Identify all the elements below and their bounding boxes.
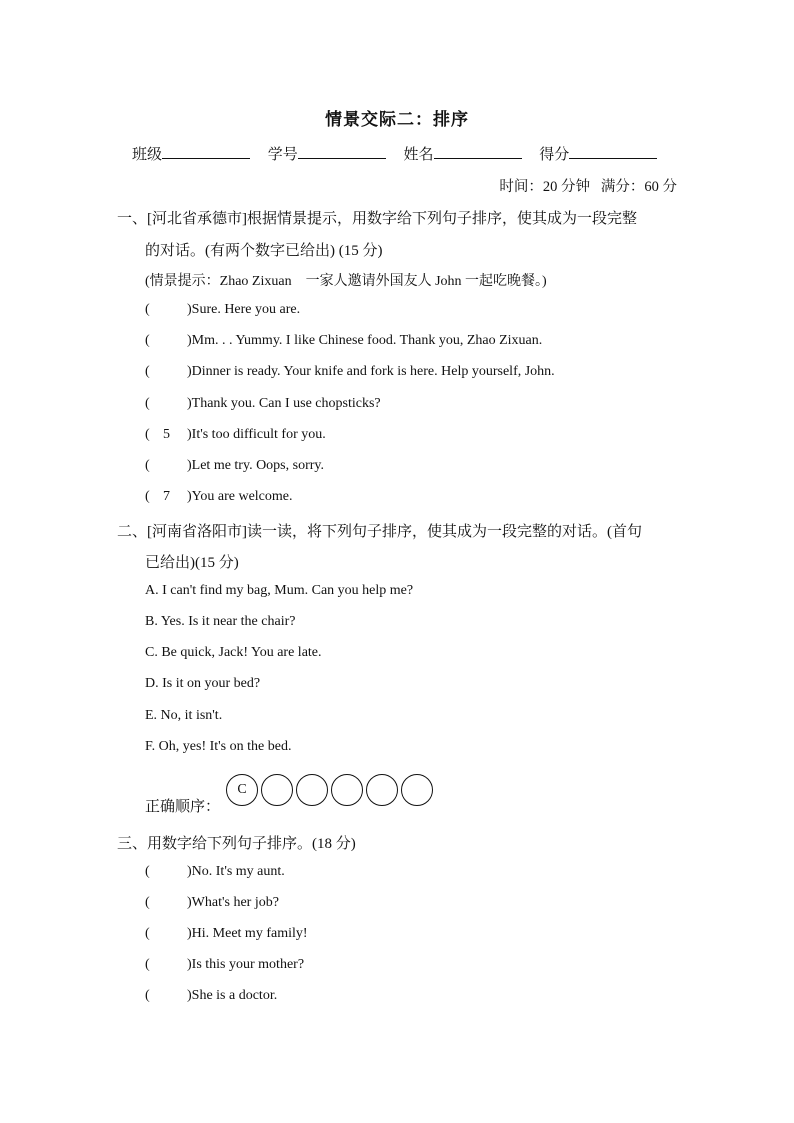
order-circle[interactable] bbox=[331, 774, 363, 806]
list-item: ( )Mm. . . Yummy. I like Chinese food. Thank you, Zhao Zixuan. bbox=[145, 333, 543, 348]
answer-paren[interactable]: ( 7 bbox=[145, 489, 170, 504]
answer-paren[interactable]: ( bbox=[145, 458, 150, 473]
option-b: B. Yes. Is it near the chair? bbox=[145, 614, 296, 629]
student-info-row bbox=[132, 143, 671, 164]
order-circles bbox=[226, 774, 436, 806]
section2-heading-cont: 已给出)(15 分) bbox=[145, 555, 239, 571]
answer-paren[interactable]: ( bbox=[145, 396, 150, 411]
order-label: 正确顺序： bbox=[145, 799, 221, 815]
list-item: ( )What's her job? bbox=[145, 895, 279, 910]
section1-heading-cont: 的对话。(有两个数字已给出) (15 分) bbox=[145, 243, 383, 259]
answer-paren[interactable]: ( bbox=[145, 364, 150, 379]
name-label: 姓名 bbox=[403, 147, 434, 163]
score-blank[interactable] bbox=[569, 144, 657, 159]
answer-paren[interactable]: ( bbox=[145, 864, 150, 879]
list-item: ( 7 )You are welcome. bbox=[145, 489, 293, 504]
name-field bbox=[404, 143, 522, 164]
order-circle[interactable] bbox=[366, 774, 398, 806]
order-circle[interactable] bbox=[261, 774, 293, 806]
list-item: ( )Let me try. Oops, sorry. bbox=[145, 458, 324, 473]
option-d: D. Is it on your bed? bbox=[145, 676, 261, 691]
order-circle[interactable] bbox=[296, 774, 328, 806]
answer-paren[interactable]: ( bbox=[145, 302, 150, 317]
list-item: ( )She is a doctor. bbox=[145, 988, 278, 1003]
id-field bbox=[268, 143, 386, 164]
list-item: ( 5 )It's too difficult for you. bbox=[145, 427, 326, 442]
class-label: 班级 bbox=[132, 147, 163, 163]
option-c: C. Be quick, Jack! You are late. bbox=[145, 645, 322, 660]
order-circle: C bbox=[226, 774, 258, 806]
answer-paren[interactable]: ( bbox=[145, 333, 150, 348]
page-title: 情景交际二：排序 bbox=[325, 110, 469, 129]
answer-paren[interactable]: ( bbox=[145, 988, 150, 1003]
section3-heading: 三、用数字给下列句子排序。(18 分) bbox=[117, 836, 356, 852]
time-limit: 时间：20 分钟 bbox=[499, 179, 590, 195]
list-item: ( )No. It's my aunt. bbox=[145, 864, 285, 879]
section1-heading: 一、[河北省承德市]根据情景提示，用数字给下列句子排序，使其成为一段完整 bbox=[117, 211, 637, 227]
name-blank[interactable] bbox=[434, 144, 522, 159]
option-e: E. No, it isn't. bbox=[145, 708, 223, 723]
list-item: ( )Thank you. Can I use chopsticks? bbox=[145, 396, 381, 411]
answer-paren[interactable]: ( bbox=[145, 926, 150, 941]
id-blank[interactable] bbox=[298, 144, 386, 159]
score-label: 得分 bbox=[539, 147, 570, 163]
class-field bbox=[132, 143, 250, 164]
class-blank[interactable] bbox=[162, 144, 250, 159]
list-item: ( )Hi. Meet my family! bbox=[145, 926, 308, 941]
time-info bbox=[499, 175, 677, 196]
section2-heading: 二、[河南省洛阳市]读一读，将下列句子排序，使其成为一段完整的对话。(首句 bbox=[117, 524, 642, 540]
full-score: 满分：60 分 bbox=[600, 179, 677, 195]
option-f: F. Oh, yes! It's on the bed. bbox=[145, 739, 292, 754]
list-item: ( )Is this your mother? bbox=[145, 957, 305, 972]
section1-hint: (情景提示：Zhao Zixuan 一家人邀请外国友人 John 一起吃晚餐。) bbox=[145, 274, 547, 289]
answer-paren[interactable]: ( 5 bbox=[145, 427, 170, 442]
list-item: ( )Dinner is ready. Your knife and fork is here. Help yourself, John. bbox=[145, 364, 555, 379]
option-a: A. I can't find my bag, Mum. Can you help me? bbox=[145, 583, 414, 598]
order-circle[interactable] bbox=[401, 774, 433, 806]
id-label: 学号 bbox=[267, 147, 298, 163]
answer-paren[interactable]: ( bbox=[145, 957, 150, 972]
score-field bbox=[539, 143, 657, 164]
list-item: ( )Sure. Here you are. bbox=[145, 302, 301, 317]
answer-paren[interactable]: ( bbox=[145, 895, 150, 910]
